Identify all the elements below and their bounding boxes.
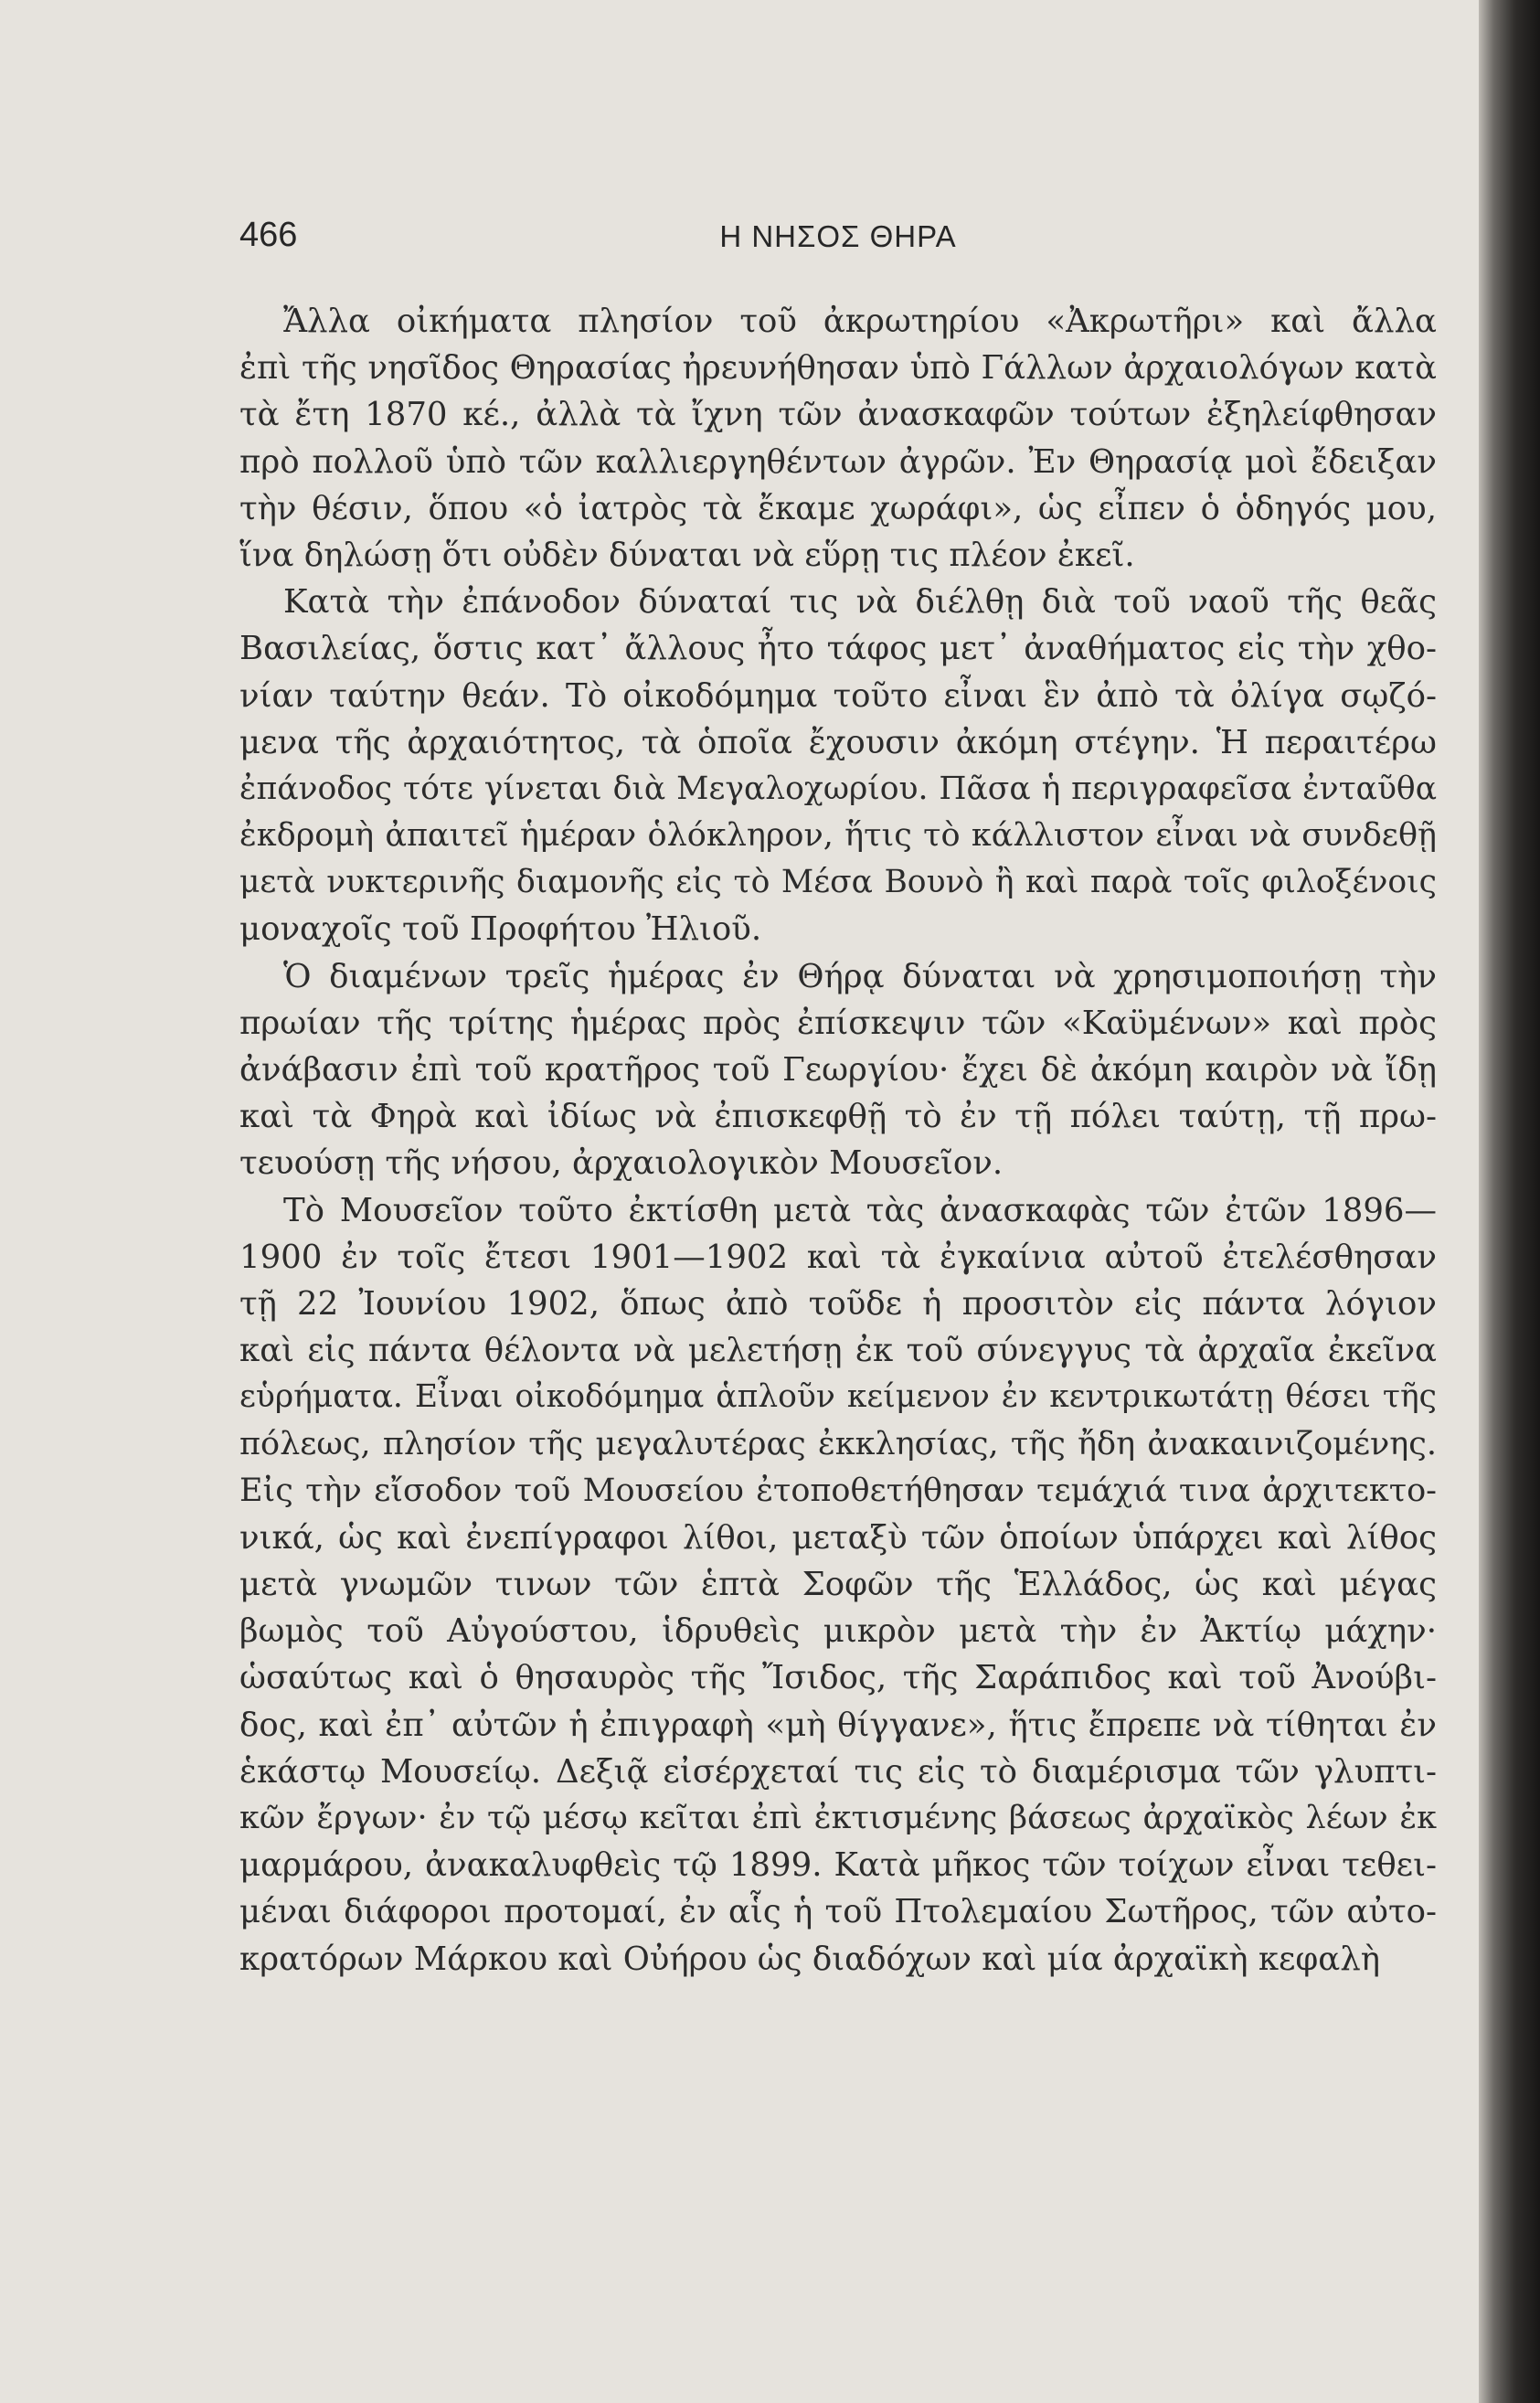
paragraph — [239, 298, 1437, 579]
text-line: Βασιλείας, ὅστις κατ᾿ ἄλλους ἦτο τάφος μετ᾿ ἀναθήματος εἰς τὴν χθο- — [239, 630, 1437, 668]
text-line: ἐπάνοδος τότε γίνεται διὰ Μεγαλοχωρίου. Πᾶσα ἡ περιγραφεῖσα ἐνταῦθα — [239, 770, 1437, 807]
running-head: Η ΝΗΣΟΣ ΘΗΡΑ — [719, 219, 957, 253]
body-text — [239, 298, 1437, 1983]
text-line: ὡσαύτως καὶ ὁ θησαυρὸς τῆς Ἴσιδος, τῆς Σαράπιδος καὶ τοῦ Ἀνούβι- — [239, 1659, 1437, 1697]
text-line: κῶν ἔργων· ἐν τῷ μέσῳ κεῖται ἐπὶ ἐκτισμένης βάσεως ἀρχαϊκὸς λέων ἐκ — [239, 1800, 1437, 1836]
text-line: βωμὸς τοῦ Αὐγούστου, ἱδρυθεὶς μικρὸν μετὰ τὴν ἐν Ἀκτίῳ μάχην· — [239, 1612, 1437, 1651]
text-line: Ἄλλα οἰκήματα πλησίον τοῦ ἀκρωτηρίου «Ἀκρωτῆρι» καὶ ἄλλα — [283, 303, 1437, 340]
text-line: νικά, ὡς καὶ ἐνεπίγραφοι λίθοι, μεταξὺ τῶν ὁποίων ὑπάρχει καὶ λίθος — [239, 1518, 1437, 1557]
paragraph — [239, 579, 1437, 953]
text-line: ἐκδρομὴ ἀπαιτεῖ ἡμέραν ὁλόκληρον, ἥτις τὸ κάλλιστον εἶναι νὰ συνδεθῇ — [239, 817, 1437, 855]
text-line: καὶ τὰ Φηρὰ καὶ ἰδίως νὰ ἐπισκεφθῇ τὸ ἐν τῇ πόλει ταύτῃ, τῇ πρω- — [239, 1098, 1437, 1136]
text-line: μετὰ γνωμῶν τινων τῶν ἑπτὰ Σοφῶν τῆς Ἑλλάδος, ὡς καὶ μέγας — [239, 1566, 1437, 1604]
text-line: τῇ 22 Ἰουνίου 1902, ὅπως ἀπὸ τοῦδε ἡ προσιτὸν εἰς πάντα λόγιον — [239, 1284, 1437, 1323]
text-line: μέναι διάφοροι προτομαί, ἐν αἷς ἡ τοῦ Πτολεμαίου Σωτῆρος, τῶν αὐτο- — [239, 1893, 1437, 1931]
text-line: Εἰς τὴν εἴσοδον τοῦ Μουσείου ἐτοποθετήθησαν τεμάχιά τινα ἀρχιτεκτο- — [239, 1472, 1437, 1509]
text-line: δος, καὶ ἐπ᾿ αὐτῶν ἡ ἐπιγραφὴ «μὴ θίγγανε», ἥτις ἔπρεπε νὰ τίθηται ἐν — [239, 1706, 1437, 1744]
text-line: τευούσῃ τῆς νήσου, ἀρχαιολογικὸν Μουσεῖον. — [239, 1144, 1004, 1183]
text-line: ἑκάστῳ Μουσείῳ. Δεξιᾷ εἰσέρχεταί τις εἰς τὸ διαμέρισμα τῶν γλυπτι- — [239, 1752, 1437, 1791]
text-line: μενα τῆς ἀρχαιότητος, τὰ ὁποῖα ἔχουσιν ἀκόμη στέγην. Ἡ περαιτέρω — [239, 723, 1437, 761]
text-line: Κατὰ τὴν ἐπάνοδον δύναταί τις νὰ διέλθῃ διὰ τοῦ ναοῦ τῆς θεᾶς — [283, 583, 1437, 622]
text-line: Τὸ Μουσεῖον τοῦτο ἐκτίσθη μετὰ τὰς ἀνασκαφὰς τῶν ἐτῶν 1896— — [283, 1191, 1437, 1229]
text-line: πρὸ πολλοῦ ὑπὸ τῶν καλλιεργηθέντων ἀγρῶν. Ἐν Θηρασίᾳ μοὶ ἔδειξαν — [239, 442, 1437, 481]
text-line: εὑρήματα. Εἶναι οἰκοδόμημα ἁπλοῦν κείμενον ἐν κεντρικωτάτῃ θέσει τῆς — [239, 1378, 1437, 1416]
text-line: μοναχοῖς τοῦ Προφήτου Ἠλιοῦ. — [239, 910, 762, 949]
text-line: ἵνα δηλώσῃ ὅτι οὐδὲν δύναται νὰ εὕρῃ τις πλέον ἐκεῖ. — [239, 536, 1135, 574]
text-line: καὶ εἰς πάντα θέλοντα νὰ μελετήσῃ ἐκ τοῦ σύνεγγυς τὰ ἀρχαῖα ἐκεῖνα — [239, 1332, 1437, 1370]
text-line: ἐπὶ τῆς νησῖδος Θηρασίας ἠρευνήθησαν ὑπὸ Γάλλων ἀρχαιολόγων κατὰ — [239, 349, 1437, 388]
paragraph — [239, 1187, 1437, 1983]
page-number: 466 — [239, 216, 298, 254]
text-line: τὴν θέσιν, ὅπου «ὁ ἰατρὸς τὰ ἔκαμε χωράφι», ὡς εἶπεν ὁ ὁδηγός μου, — [239, 489, 1437, 527]
page-header — [239, 216, 1437, 271]
text-line: νίαν ταύτην θεάν. Τὸ οἰκοδόμημα τοῦτο εἶναι ἓν ἀπὸ τὰ ὀλίγα σῳζό- — [239, 676, 1437, 715]
text-line: Ὁ διαμένων τρεῖς ἡμέρας ἐν Θήρᾳ δύναται νὰ χρησιμοποιήσῃ τὴν — [283, 957, 1437, 995]
text-line: ἀνάβασιν ἐπὶ τοῦ κρατῆρος τοῦ Γεωργίου· ἔχει δὲ ἀκόμη καιρὸν νὰ ἴδῃ — [239, 1051, 1437, 1089]
text-line: μετὰ νυκτερινῆς διαμονῆς εἰς τὸ Μέσα Βουνὸ ἢ καὶ παρὰ τοῖς φιλοξένοις — [239, 864, 1437, 901]
text-line: πρωίαν τῆς τρίτης ἡμέρας πρὸς ἐπίσκεψιν τῶν «Καϋμένων» καὶ πρὸς — [239, 1004, 1437, 1042]
text-line: πόλεως, πλησίον τῆς μεγαλυτέρας ἐκκλησίας, τῆς ἤδη ἀνακαινιζομένης. — [239, 1425, 1437, 1462]
text-line: 1900 ἐν τοῖς ἔτεσι 1901—1902 καὶ τὰ ἐγκαίνια αὐτοῦ ἐτελέσθησαν — [239, 1238, 1437, 1276]
text-line: κρατόρων Μάρκου καὶ Οὐήρου ὡς διαδόχων καὶ μία ἀρχαϊκὴ κεφαλὴ — [239, 1940, 1380, 1978]
text-line: τὰ ἔτη 1870 κέ., ἀλλὰ τὰ ἴχνη τῶν ἀνασκαφῶν τούτων ἐξηλείφθησαν — [239, 396, 1437, 434]
text-line: μαρμάρου, ἀνακαλυφθεὶς τῷ 1899. Κατὰ μῆκος τῶν τοίχων εἶναι τεθει- — [239, 1846, 1437, 1885]
paragraph — [239, 953, 1437, 1187]
book-binding-edge — [1479, 0, 1540, 2403]
